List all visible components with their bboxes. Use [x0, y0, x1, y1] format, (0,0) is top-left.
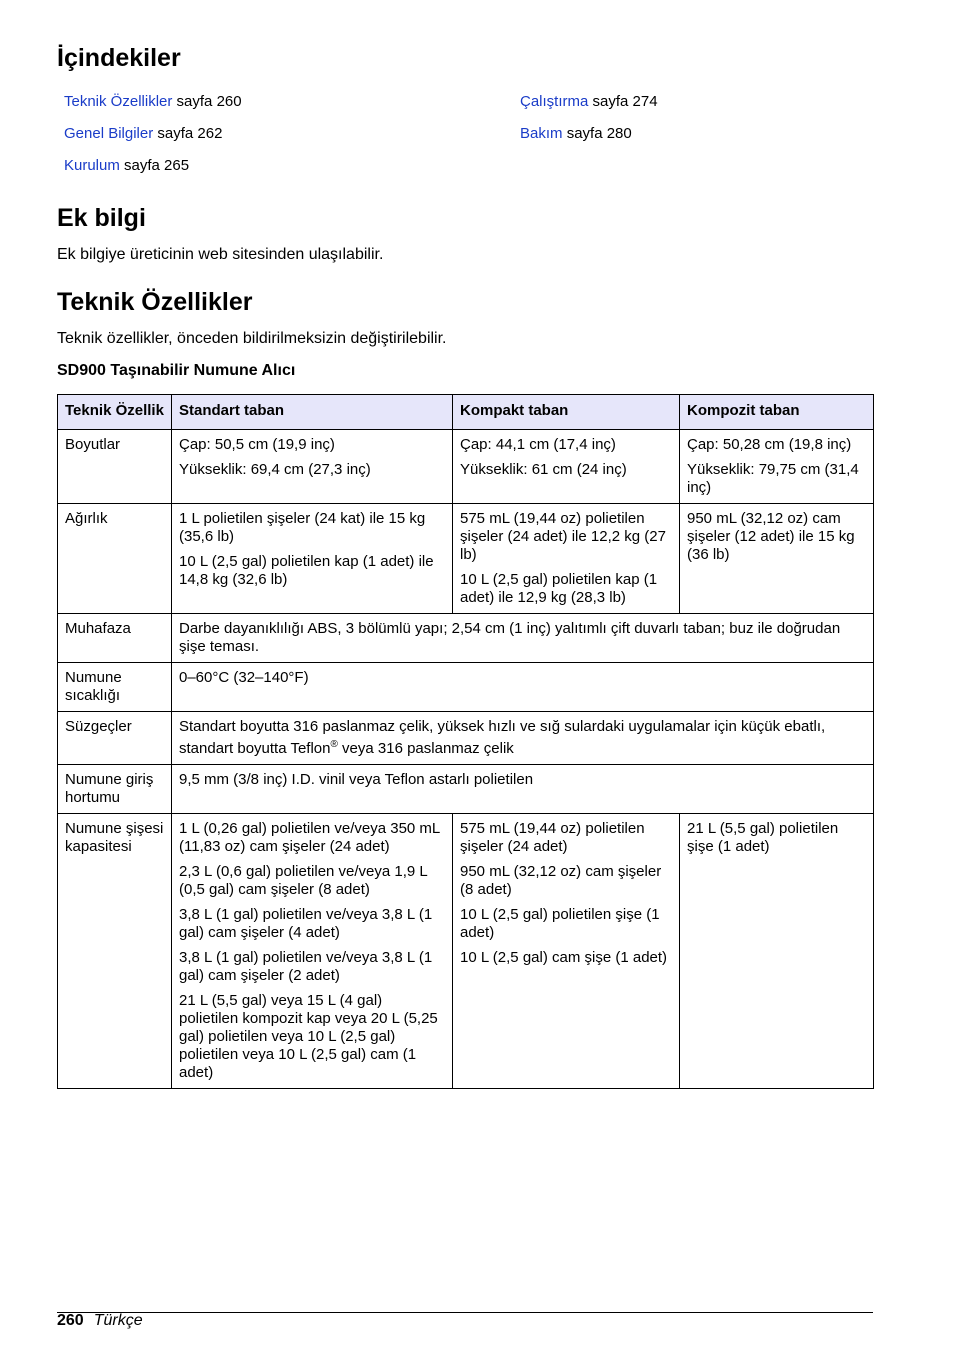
cell-text: 10 L (2,5 gal) polietilen kap (1 adet) ile 12,9 kg (28,3 lb) — [460, 571, 658, 606]
cell-text: 10 L (2,5 gal) cam şişe (1 adet) — [460, 949, 668, 966]
cell-text: Çap: 50,28 cm (19,8 inç) — [687, 436, 852, 453]
header-kompozit-taban: Kompozit taban — [680, 395, 874, 430]
teknik-ozellikler-heading: Teknik Özellikler — [57, 288, 253, 316]
toc-item-genel-bilgiler — [64, 125, 222, 142]
teknik-ozellikler-text: Teknik özellikler, önceden bildirilmeksizin değiştirilebilir. — [57, 330, 447, 347]
cell-standart — [172, 504, 453, 614]
row-label: Numune şişesi kapasitesi — [58, 814, 172, 1089]
cell-text: Standart boyutta 316 paslanmaz çelik, yüksek hızlı ve sığ sulardaki uygulamalar için küçük ebatlı, standart boyutta Teflon — [179, 718, 826, 757]
spec-table — [57, 394, 874, 1089]
page-footer — [57, 1312, 143, 1330]
cell-text: 575 mL (19,44 oz) polietilen şişeler (24 adet) — [460, 820, 645, 855]
toc-page: sayfa 260 — [176, 93, 242, 110]
toc-page: sayfa 280 — [566, 125, 632, 142]
toc-page: sayfa 274 — [592, 93, 658, 110]
toc-link-bakim[interactable]: Bakım — [520, 125, 563, 142]
toc-item-calistirma — [520, 93, 658, 110]
cell-text: 2,3 L (0,6 gal) polietilen ve/veya 1,9 L (0,5 gal) cam şişeler (8 adet) — [179, 863, 428, 898]
cell-text: Yükseklik: 69,4 cm (27,3 inç) — [179, 461, 371, 478]
cell-value: 0–60°C (32–140°F) — [172, 663, 874, 712]
cell-value: Darbe dayanıklılığı ABS, 3 bölümlü yapı; 2,54 cm (1 inç) yalıtımlı çift duvarlı taban; buz ile doğrudan şişe teması. — [172, 614, 874, 663]
cell-kompozit — [680, 814, 874, 1089]
cell-kompakt — [453, 430, 680, 504]
table-row-muhafaza — [58, 614, 874, 663]
cell-text: 1 L (0,26 gal) polietilen ve/veya 350 mL (11,83 oz) cam şişeler (24 adet) — [179, 820, 440, 855]
cell-kompakt — [453, 814, 680, 1089]
footer-language: Türkçe — [93, 1312, 143, 1329]
registered-mark: ® — [330, 739, 338, 750]
table-row-agirlik — [58, 504, 874, 614]
row-label: Muhafaza — [58, 614, 172, 663]
cell-text: veya 316 paslanmaz çelik — [337, 740, 514, 757]
toc-item-kurulum — [64, 157, 189, 174]
toc-page: sayfa 262 — [157, 125, 223, 142]
toc-link-genel-bilgiler[interactable]: Genel Bilgiler — [64, 125, 154, 142]
cell-text: 3,8 L (1 gal) polietilen ve/veya 3,8 L (1 gal) cam şişeler (4 adet) — [179, 906, 433, 941]
toc-page: sayfa 265 — [124, 157, 190, 174]
toc-title: İçindekiler — [57, 44, 181, 72]
cell-text: 575 mL (19,44 oz) polietilen şişeler (24 adet) ile 12,2 kg (27 lb) — [460, 510, 666, 563]
page-number: 260 — [57, 1312, 84, 1329]
toc-link-kurulum[interactable]: Kurulum — [64, 157, 120, 174]
row-label: Numune sıcaklığı — [58, 663, 172, 712]
table-header-row — [58, 395, 874, 430]
cell-text: Yükseklik: 61 cm (24 inç) — [460, 461, 627, 478]
toc-item-bakim — [520, 125, 632, 142]
ek-bilgi-text: Ek bilgiye üreticinin web sitesinden ulaşılabilir. — [57, 246, 384, 263]
table-row-suzgecler — [58, 712, 874, 765]
toc-item-teknik-ozellikler — [64, 93, 242, 110]
cell-text: Çap: 44,1 cm (17,4 inç) — [460, 436, 616, 453]
cell-standart — [172, 430, 453, 504]
cell-kompozit — [680, 430, 874, 504]
row-label: Boyutlar — [58, 430, 172, 504]
cell-text: Çap: 50,5 cm (19,9 inç) — [179, 436, 335, 453]
row-label: Süzgeçler — [58, 712, 172, 765]
footer-divider — [57, 1312, 873, 1313]
cell-kompozit — [680, 504, 874, 614]
row-label: Ağırlık — [58, 504, 172, 614]
table-row-boyutlar — [58, 430, 874, 504]
table-row-numune-giris-hortumu — [58, 765, 874, 814]
cell-text: 10 L (2,5 gal) polietilen şişe (1 adet) — [460, 906, 660, 941]
row-label: Numune giriş hortumu — [58, 765, 172, 814]
cell-text: 950 mL (32,12 oz) cam şişeler (8 adet) — [460, 863, 662, 898]
header-kompakt-taban: Kompakt taban — [453, 395, 680, 430]
toc-link-calistirma[interactable]: Çalıştırma — [520, 93, 589, 110]
cell-text: 10 L (2,5 gal) polietilen kap (1 adet) ile 14,8 kg (32,6 lb) — [179, 553, 434, 588]
sd900-subtitle: SD900 Taşınabilir Numune Alıcı — [57, 362, 296, 379]
cell-text: 950 mL (32,12 oz) cam şişeler (12 adet) ile 15 kg (36 lb) — [687, 510, 855, 563]
cell-standart — [172, 814, 453, 1089]
cell-text: 3,8 L (1 gal) polietilen ve/veya 3,8 L (1 gal) cam şişeler (2 adet) — [179, 949, 433, 984]
cell-text: Yükseklik: 79,75 cm (31,4 inç) — [687, 461, 859, 496]
table-row-numune-sisesi-kapasitesi — [58, 814, 874, 1089]
cell-text: 1 L polietilen şişeler (24 kat) ile 15 kg (35,6 lb) — [179, 510, 426, 545]
cell-text: 21 L (5,5 gal) polietilen şişe (1 adet) — [687, 820, 839, 855]
ek-bilgi-heading: Ek bilgi — [57, 204, 146, 232]
toc-link-teknik-ozellikler[interactable]: Teknik Özellikler — [64, 93, 173, 110]
cell-kompakt — [453, 504, 680, 614]
header-teknik-ozellik: Teknik Özellik — [58, 395, 172, 430]
cell-value: 9,5 mm (3/8 inç) I.D. vinil veya Teflon astarlı polietilen — [172, 765, 874, 814]
cell-value — [172, 712, 874, 765]
header-standart-taban: Standart taban — [172, 395, 453, 430]
cell-text: 21 L (5,5 gal) veya 15 L (4 gal) polietilen kompozit kap veya 20 L (5,25 gal) polietilen veya 10 L (2,5 gal) polietilen veya 10 L (2,5 gal) cam (1 adet) — [179, 992, 438, 1081]
table-row-numune-sicakligi — [58, 663, 874, 712]
